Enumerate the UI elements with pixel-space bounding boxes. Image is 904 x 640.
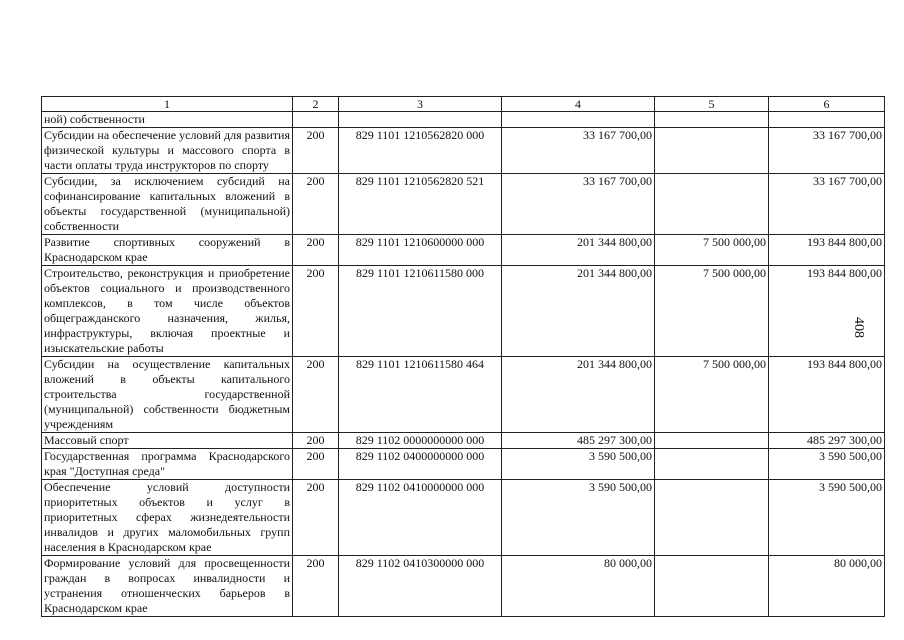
row-col4: 201 344 800,00 [502,266,655,357]
column-number: 3 [339,97,502,112]
table-row [42,556,885,617]
table-row [42,235,885,266]
row-col5: 7 500 000,00 [655,266,769,357]
row-classification: 829 1102 0400000000 000 [339,449,502,480]
row-col4: 33 167 700,00 [502,128,655,174]
row-name: ной) собственности [42,112,293,128]
row-col5: 7 500 000,00 [655,357,769,433]
row-name: Строительство, реконструкция и приобретение объектов социального и производственного комплексов, в том числе объектов общегражданского назначения, жилья, инфраструктуры, включая проектные и изыскательские работы [42,266,293,357]
row-col4: 201 344 800,00 [502,357,655,433]
row-col5 [655,174,769,235]
row-col6: 33 167 700,00 [769,174,885,235]
row-name: Государственная программа Краснодарского края "Доступная среда" [42,449,293,480]
row-col5 [655,480,769,556]
row-col5 [655,449,769,480]
row-col6 [769,112,885,128]
row-col5 [655,433,769,449]
row-code: 200 [293,235,339,266]
row-classification: 829 1102 0410000000 000 [339,480,502,556]
row-name: Субсидии на осуществление капитальных вложений в объекты капитального строительства государственной (муниципальной) собственности бюджетным учреждениям [42,357,293,433]
table-row [42,112,885,128]
table-row [42,480,885,556]
row-code: 200 [293,357,339,433]
row-classification: 829 1101 1210562820 521 [339,174,502,235]
row-classification: 829 1102 0410300000 000 [339,556,502,617]
row-name: Субсидии, за исключением субсидий на софинансирование капитальных вложений в объекты государственной (муниципальной) собственности [42,174,293,235]
table-row [42,357,885,433]
table-row [42,266,885,357]
table-row [42,128,885,174]
table-row [42,449,885,480]
row-code: 200 [293,449,339,480]
row-code [293,112,339,128]
table-row [42,433,885,449]
column-number: 4 [502,97,655,112]
row-col6: 80 000,00 [769,556,885,617]
row-col4: 3 590 500,00 [502,449,655,480]
row-classification [339,112,502,128]
row-col5: 7 500 000,00 [655,235,769,266]
page-number: 408 [851,316,866,338]
row-name: Формирование условий для просвещенности граждан в вопросах инвалидности и устранения отношенческих барьеров в Краснодарском крае [42,556,293,617]
row-classification: 829 1101 1210611580 464 [339,357,502,433]
row-code: 200 [293,433,339,449]
row-col4: 485 297 300,00 [502,433,655,449]
row-code: 200 [293,480,339,556]
row-col6: 193 844 800,00 [769,357,885,433]
row-col6: 33 167 700,00 [769,128,885,174]
row-col6: 3 590 500,00 [769,449,885,480]
budget-table [41,96,885,617]
row-name: Субсидии на обеспечение условий для развития физической культуры и массового спорта в части оплаты труда инструкторов по спорту [42,128,293,174]
row-name: Развитие спортивных сооружений в Краснодарском крае [42,235,293,266]
column-number: 1 [42,97,293,112]
row-col4: 201 344 800,00 [502,235,655,266]
row-code: 200 [293,556,339,617]
column-number: 2 [293,97,339,112]
row-col6: 193 844 800,00 [769,235,885,266]
row-name: Массовый спорт [42,433,293,449]
row-col4: 80 000,00 [502,556,655,617]
row-col5 [655,128,769,174]
row-classification: 829 1102 0000000000 000 [339,433,502,449]
row-col4 [502,112,655,128]
row-name: Обеспечение условий доступности приоритетных объектов и услуг в приоритетных сферах жизнедеятельности инвалидов и других маломобильных групп населения в Краснодарском крае [42,480,293,556]
row-classification: 829 1101 1210562820 000 [339,128,502,174]
column-number: 6 [769,97,885,112]
row-code: 200 [293,174,339,235]
row-code: 200 [293,266,339,357]
column-number-row [42,97,885,112]
row-col4: 33 167 700,00 [502,174,655,235]
table-row [42,174,885,235]
row-col5 [655,556,769,617]
row-classification: 829 1101 1210611580 000 [339,266,502,357]
row-col5 [655,112,769,128]
row-col6: 3 590 500,00 [769,480,885,556]
row-col6: 485 297 300,00 [769,433,885,449]
row-code: 200 [293,128,339,174]
row-col6: 193 844 800,00 [769,266,885,357]
row-classification: 829 1101 1210600000 000 [339,235,502,266]
column-number: 5 [655,97,769,112]
row-col4: 3 590 500,00 [502,480,655,556]
